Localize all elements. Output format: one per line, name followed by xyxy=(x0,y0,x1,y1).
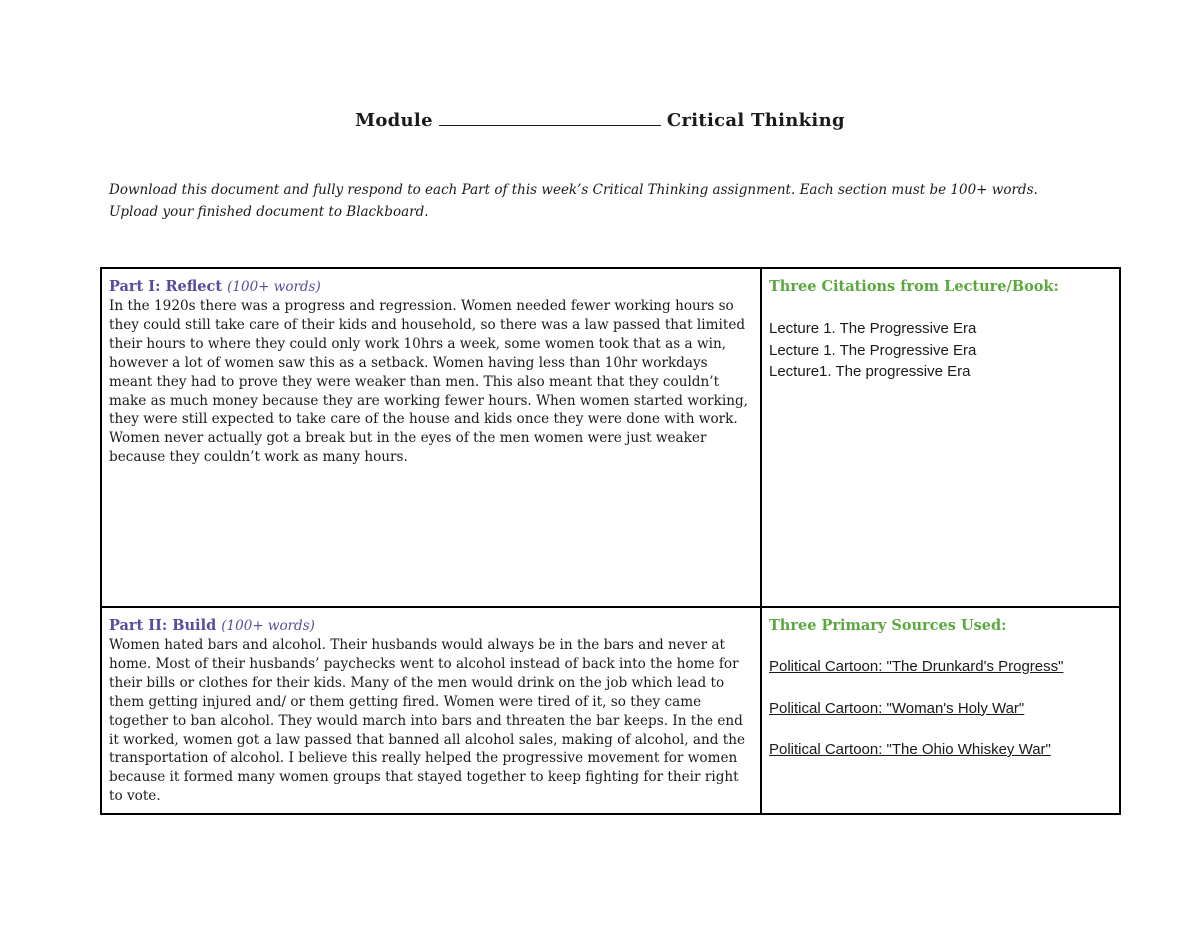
table-row xyxy=(101,607,1120,814)
part2-cell xyxy=(101,607,761,814)
citation-item: Lecture 1. The Progressive Era xyxy=(769,341,977,359)
module-number-blank xyxy=(439,111,661,126)
part1-response: In the 1920s there was a progress and regression. Women needed fewer working hours so they could still take care of their kids and household, so there was a law passed that limited their hours to where they could only work 10hrs a week, some women took that as a win, however a lot of women saw this as a setback. Women having less than 10hr workdays meant they had to prove they were weaker than men. This also meant that they couldn’t make as much money because they are working fewer hours. When women started working, they were still expected to take care of the house and kids once they were done with work. Women never actually got a break but in the eyes of the men women were just weaker because they couldn’t work as many hours. xyxy=(109,298,748,466)
citation-item: Lecture1. The progressive Era xyxy=(769,363,971,380)
part1-cell xyxy=(101,268,761,607)
instructions-text: Download this document and fully respond to each Part of this week’s Critical Thinking assignment. Each section must be 100+ words. Upload your finished document to Blackboard. xyxy=(109,182,1038,220)
title-prefix: Module xyxy=(355,110,433,131)
title-suffix: Critical Thinking xyxy=(666,110,845,131)
part2-response: Women hated bars and alcohol. Their husbands would always be in the bars and never at home. Most of their husbands’ paychecks went to alcohol instead of back into the home for their bills or clothes for their kids. Many of the men would drink on the job which lead to them getting injured and/ or them getting fired. Women were tired of it, so they came together to ban alcohol. They would march into bars and threaten the bar keeps. In the end it worked, women got a law passed that banned all alcohol sales, making of alcohol, and the transportation of alcohol. I believe this really helped the progressive movement for women because it formed many women groups that stayed together to keep fighting for their right to vote. xyxy=(109,637,746,805)
source-link[interactable]: Political Cartoon: "The Drunkard's Progress" xyxy=(769,658,1064,675)
part2-heading xyxy=(109,616,753,636)
part2-word-count: (100+ words) xyxy=(221,618,315,634)
table-row xyxy=(101,268,1120,607)
citations-heading: Three Citations from Lecture/Book: xyxy=(769,278,1059,295)
assignment-table xyxy=(100,267,1121,815)
sources-heading: Three Primary Sources Used: xyxy=(769,617,1007,634)
part1-word-count: (100+ words) xyxy=(227,279,321,295)
source-link[interactable]: Political Cartoon: "The Ohio Whiskey War" xyxy=(769,741,1051,758)
citation-item: Lecture 1. The Progressive Era xyxy=(769,320,977,337)
citations-cell xyxy=(761,268,1120,607)
part1-heading-label: Part I: Reflect xyxy=(109,278,223,295)
part2-heading-label: Part II: Build xyxy=(109,617,217,634)
part1-heading xyxy=(109,277,753,297)
page-title xyxy=(0,110,1200,131)
source-link[interactable]: Political Cartoon: "Woman's Holy War" xyxy=(769,699,1025,717)
sources-cell xyxy=(761,607,1120,814)
